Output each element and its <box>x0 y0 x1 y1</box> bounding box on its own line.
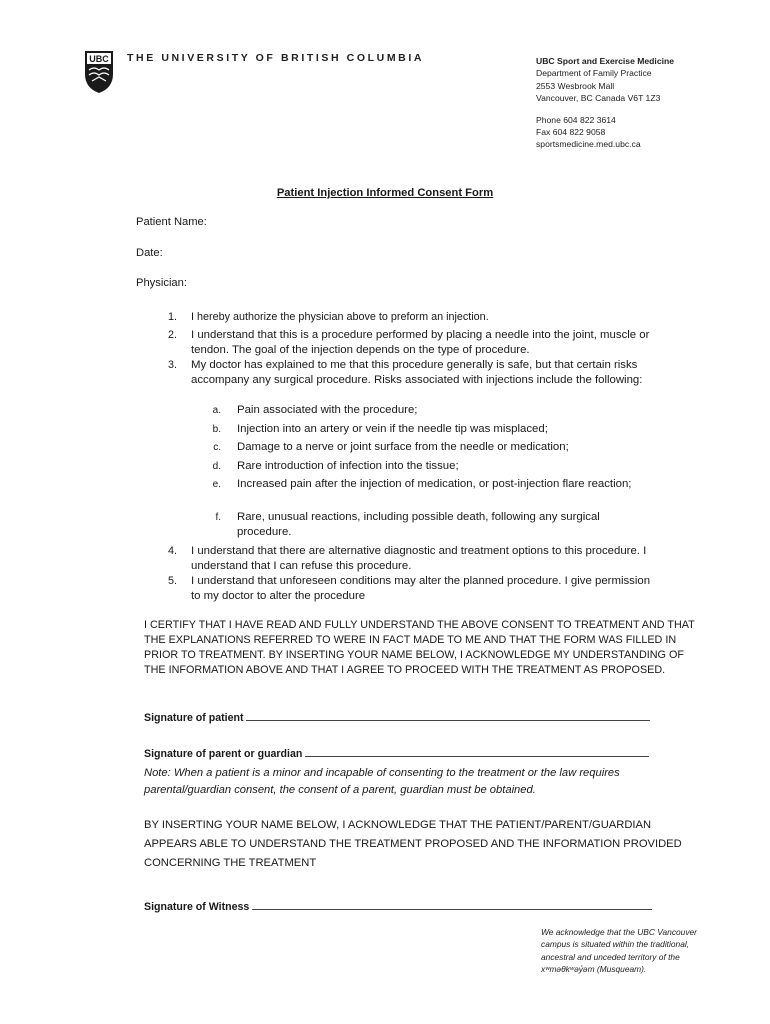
witness-signature-label: Signature of Witness <box>144 901 250 913</box>
ubc-crest-logo <box>84 50 114 94</box>
list-number: 5. <box>167 575 177 587</box>
certification-statement: I CERTIFY THAT I HAVE READ AND FULLY UNDERSTAND THE ABOVE CONSENT TO TREATMENT AND THAT THE EXPLANATIONS REFERRED TO WERE IN FACT MADE TO ME AND THAT THE FORM WAS FILLED IN PRIOR TO TREATMENT. BY INSERTING YOUR NAME BELOW, I ACKNOWLEDGE MY UNDERSTANDING OF THE INFORMATION ABOVE AND THAT I AGREE TO PROCEED WITH THE TREATMENT AS PROPOSED. <box>144 619 695 676</box>
guardian-signature-label: Signature of parent or guardian <box>144 748 303 760</box>
logo-text: UBC <box>89 54 109 64</box>
form-title: Patient Injection Informed Consent Form <box>276 187 494 199</box>
university-name: THE UNIVERSITY OF BRITISH COLUMBIA <box>127 52 425 64</box>
list-item: I understand that there are alternative diagnostic and treatment options to this procedure. I understand that I can refuse this procedure. <box>191 545 647 572</box>
list-number: 2. <box>167 329 177 341</box>
risk-item: Damage to a nerve or joint surface from the needle or medication; <box>237 441 569 453</box>
patient-signature-label: Signature of patient <box>144 712 244 724</box>
phone-number: Phone 604 822 3614 <box>536 114 616 125</box>
list-number: 1. <box>167 311 177 323</box>
sub-list-letter: f. <box>215 512 221 523</box>
list-number: 4. <box>167 545 177 557</box>
department-contact-block <box>536 55 674 151</box>
witness-signature-field[interactable] <box>144 897 652 913</box>
guardian-signature-field[interactable] <box>144 744 649 760</box>
minor-consent-note: Note: When a patient is a minor and incapable of consenting to the treatment or the law requires parental/guardian consent, the consent of a parent, guardian must be obtained. <box>144 767 620 796</box>
website-link[interactable]: sportsmedicine.med.ubc.ca <box>536 139 641 150</box>
witness-signature-line[interactable] <box>252 897 652 910</box>
list-number: 3. <box>167 359 177 371</box>
sub-list-letter: e. <box>212 479 221 490</box>
city-line: Vancouver, BC Canada V6T 1Z3 <box>536 93 661 104</box>
date-label: Date: <box>136 247 163 259</box>
risk-item: Increased pain after the injection of medication, or post-injection flare reaction; <box>237 478 632 490</box>
list-item: I understand that unforeseen conditions may alter the planned procedure. I give permission to my doctor to alter the procedure <box>191 575 651 602</box>
risk-item: Rare, unusual reactions, including possible death, following any surgical procedure. <box>237 511 600 538</box>
list-item: I hereby authorize the physician above to preform an injection. <box>191 311 489 323</box>
sub-list-letter: a. <box>212 405 221 416</box>
patient-signature-line[interactable] <box>246 708 650 721</box>
sub-list-letter: d. <box>212 461 221 472</box>
risk-item: Pain associated with the procedure; <box>237 404 418 416</box>
witness-acknowledgement: BY INSERTING YOUR NAME BELOW, I ACKNOWLEDGE THAT THE PATIENT/PARENT/GUARDIAN APPEARS ABLE TO UNDERSTAND THE TREATMENT PROPOSED AND THE INFORMATION PROVIDED CONCERNING THE TREATMENT <box>144 819 682 869</box>
fax-number: Fax 604 822 9058 <box>536 127 606 138</box>
physician-label: Physician: <box>136 277 187 289</box>
address-line: 2553 Wesbrook Mall <box>536 80 615 91</box>
list-item: I understand that this is a procedure performed by placing a needle into the joint, muscle or tendon. The goal of the injection depends on the type of procedure. <box>191 329 650 356</box>
guardian-signature-line[interactable] <box>305 744 649 757</box>
patient-name-label: Patient Name: <box>136 216 207 228</box>
sub-list-letter: c. <box>213 442 221 453</box>
list-item: My doctor has explained to me that this procedure generally is safe, but that certain risks accompany any surgical procedure. Risks associated with injections include the following: <box>191 359 643 386</box>
dept-line: Department of Family Practice <box>536 68 652 79</box>
dept-title: UBC Sport and Exercise Medicine <box>536 56 675 66</box>
land-acknowledgement: We acknowledge that the UBC Vancouver campus is situated within the traditional, ancestral and unceded territory of the xʷməθkʷəy̓əm (Musqueam). <box>541 927 697 975</box>
patient-signature-field[interactable] <box>144 708 650 724</box>
risk-item: Injection into an artery or vein if the needle tip was misplaced; <box>237 423 548 435</box>
risk-item: Rare introduction of infection into the tissue; <box>237 460 459 472</box>
sub-list-letter: b. <box>212 424 221 435</box>
